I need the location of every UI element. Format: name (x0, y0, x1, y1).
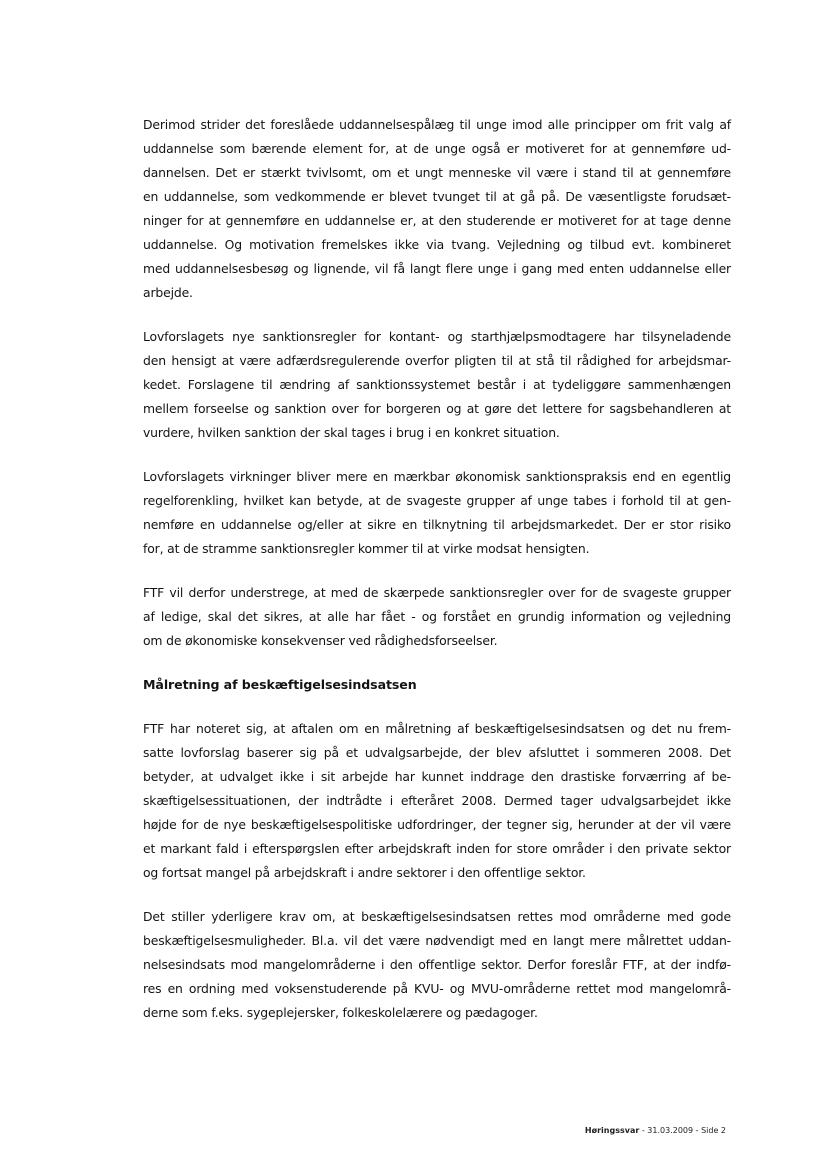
text-line: Lovforslagets virkninger bliver mere en mærkbar økonomisk sanktionspraksis end en egentlig (143, 469, 731, 484)
text-line: betyder, at udvalget ikke i sit arbejde har kunnet inddrage den drastiske forværring af be- (143, 769, 731, 784)
footer-document-name: Høringssvar (584, 1126, 640, 1135)
paragraph (143, 905, 731, 1025)
text-line: satte lovforslag baserer sig på et udvalgsarbejde, der blev afsluttet i sommeren 2008. Det (143, 745, 731, 760)
section-heading: Målretning af beskæftigelsesindsatsen (143, 677, 417, 692)
text-line: uddannelse som bærende element for, at de unge også er motiveret for at gennemføre ud- (143, 141, 731, 156)
text-line: uddannelse. Og motivation fremelskes ikke via tvang. Vejledning og tilbud evt. kombineret (143, 237, 731, 252)
text-line: dannelsen. Det er stærkt tvivlsomt, om et ungt menneske vil være i stand til at gennemføre (143, 165, 731, 180)
paragraph (143, 113, 731, 305)
text-line: vurdere, hvilken sanktion der skal tages i brug i en konkret situation. (143, 425, 560, 440)
text-line: om de økonomiske konsekvenser ved rådighedsforseelser. (143, 633, 498, 648)
document-body (143, 113, 731, 1045)
text-line: et markant fald i efterspørgslen efter arbejdskraft inden for store områder i den private sektor (143, 841, 731, 856)
paragraph (143, 465, 731, 561)
text-line: Det stiller yderligere krav om, at beskæftigelsesindsatsen rettes mod områderne med gode (143, 909, 731, 924)
text-line: arbejde. (143, 285, 193, 300)
text-line: nemføre en uddannelse og/eller at sikre en tilknytning til arbejdsmarkedet. Der er stor risiko (143, 517, 731, 532)
text-line: res en ordning med voksenstuderende på KVU- og MVU-områderne rettet mod mangelområ- (143, 981, 731, 996)
text-line: beskæftigelsesmuligheder. Bl.a. vil det være nødvendigt med en langt mere målrettet uddan- (143, 933, 731, 948)
text-line: for, at de stramme sanktionsregler kommer til at virke modsat hensigten. (143, 541, 590, 556)
text-line: den hensigt at være adfærdsregulerende overfor pligten til at stå til rådighed for arbejdsmar- (143, 353, 731, 368)
footer-date-page: - 31.03.2009 - Side 2 (639, 1126, 726, 1135)
text-line: regelforenkling, hvilket kan betyde, at de svageste grupper af unge tabes i forhold til at gen- (143, 493, 731, 508)
text-line: en uddannelse, som vedkommende er blevet tvunget til at gå på. De væsentligste forudsæt- (143, 189, 731, 204)
paragraph (143, 581, 731, 653)
text-line: højde for de nye beskæftigelsespolitiske udfordringer, der tegner sig, herunder at der vil være (143, 817, 731, 832)
text-line: ninger for at gennemføre en uddannelse er, at den studerende er motiveret for at tage denne (143, 213, 731, 228)
text-line: Derimod strider det foreslåede uddannelsespålæg til unge imod alle principper om frit valg af (143, 117, 731, 132)
text-line: FTF vil derfor understrege, at med de skærpede sanktionsregler over for de svageste grupper (143, 585, 731, 600)
text-line: kedet. Forslagene til ændring af sanktionssystemet består i at tydeliggøre sammenhængen (143, 377, 731, 392)
text-line: Lovforslagets nye sanktionsregler for kontant- og starthjælpsmodtagere har tilsyneladende (143, 329, 731, 344)
text-line: og fortsat mangel på arbejdskraft i andre sektorer i den offentlige sektor. (143, 865, 586, 880)
text-line: af ledige, skal det sikres, at alle har fået - og forstået en grundig information og vejledning (143, 609, 731, 624)
paragraph (143, 325, 731, 445)
text-line: med uddannelsesbesøg og lignende, vil få langt flere unge i gang med enten uddannelse eller (143, 261, 731, 276)
page-footer (585, 1125, 726, 1137)
text-line: FTF har noteret sig, at aftalen om en målretning af beskæftigelsesindsatsen og det nu frem- (143, 721, 731, 736)
text-line: skæftigelsessituationen, der indtrådte i efteråret 2008. Dermed tager udvalgsarbejdet ikke (143, 793, 731, 808)
text-line: mellem forseelse og sanktion over for borgeren og at gøre det lettere for sagsbehandleren at (143, 401, 731, 416)
text-line: derne som f.eks. sygeplejersker, folkeskolelærere og pædagoger. (143, 1005, 538, 1020)
paragraph (143, 717, 731, 885)
text-line: nelsesindsats mod mangelområderne i den offentlige sektor. Derfor foreslår FTF, at der indfø- (143, 957, 731, 972)
